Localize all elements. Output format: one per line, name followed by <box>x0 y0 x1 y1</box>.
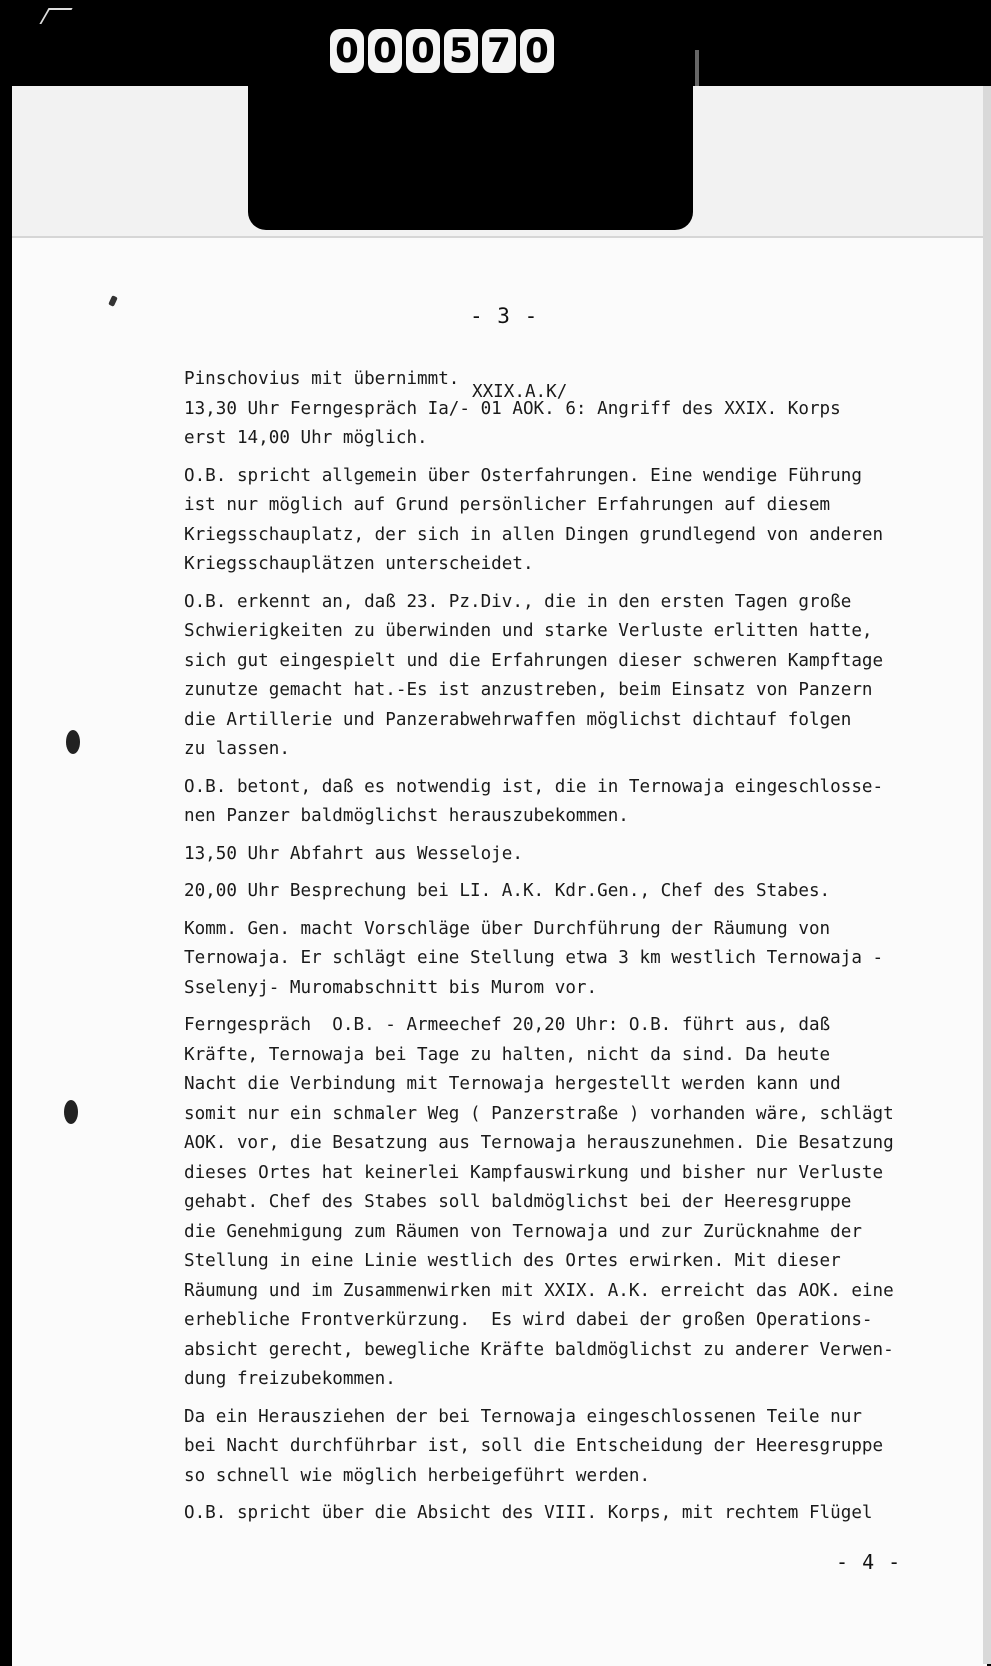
counter-digit: 0 <box>330 29 364 73</box>
text-line: Ferngespräch O.B. - Armeechef 20,20 Uhr: O.B. führt aus, daß <box>184 1015 831 1035</box>
text-line: absicht gerecht, bewegliche Kräfte baldmöglichst zu anderer Verwen- <box>184 1339 894 1360</box>
text-line: O.B. spricht über die Absicht des VIII. Korps, mit rechtem Flügel <box>184 1503 873 1523</box>
text-line: somit nur ein schmaler Weg ( Panzerstraße ) vorhanden wäre, schlägt <box>184 1103 894 1124</box>
punch-hole <box>66 730 80 754</box>
counter-digit: 5 <box>444 29 478 73</box>
text-line: Räumung und im Zusammenwirken mit XXIX. A.K. erreicht das AOK. eine <box>184 1280 894 1301</box>
text-line: 20,00 Uhr Besprechung bei LI. A.K. Kdr.Gen., Chef des Stabes. <box>184 881 831 901</box>
handwritten-correction: XXIX.A.K/ <box>472 382 568 402</box>
text-line: 13,50 Uhr Abfahrt aus Wesseloje. <box>184 843 523 864</box>
counter-digit: 0 <box>520 29 554 73</box>
counter-digit: 7 <box>482 29 516 73</box>
paragraph-gap <box>184 832 984 840</box>
text-line: zu lassen. <box>184 739 290 759</box>
text-line: Sselenyj- Muromabschnitt bis Murom vor. <box>184 977 598 998</box>
text-line: die Artillerie und Panzerabwehrwaffen möglichst dichtauf folgen <box>184 709 852 730</box>
paragraph-gap <box>184 1491 984 1499</box>
text-line: zunutze gemacht hat.-Es ist anzustreben, beim Einsatz von Panzern <box>184 680 873 700</box>
text-line: nen Panzer baldmöglichst herauszubekommen. <box>184 806 629 826</box>
text-line: Nacht die Verbindung mit Ternowaja hergestellt werden kann und <box>184 1074 841 1094</box>
text-line: Ternowaja. Er schlägt eine Stellung etwa 3 km westlich Ternowaja - <box>184 948 884 968</box>
page-number: - 3 - <box>470 304 539 328</box>
text-line: Stellung in eine Linie westlich des Ortes erwirken. Mit dieser <box>184 1251 841 1271</box>
text-line: sich gut eingespielt und die Erfahrungen dieser schweren Kampftage <box>184 650 884 671</box>
text-line: dung freizubekommen. <box>184 1369 396 1389</box>
text-line: O.B. erkennt an, daß 23. Pz.Div., die in den ersten Tagen große <box>184 591 852 612</box>
paragraph-gap <box>184 1395 984 1403</box>
text-line: so schnell wie möglich herbeigeführt werden. <box>184 1465 651 1486</box>
clip-stub <box>462 214 480 222</box>
counter-digit: 0 <box>368 29 402 73</box>
counter-digit: 0 <box>406 29 440 73</box>
binder-clip <box>248 80 693 230</box>
text-line: 13,30 Uhr Ferngespräch Ia/- 01 AOK. 6: Angriff des XXIX. Korps <box>184 398 841 419</box>
text-line: O.B. betont, daß es notwendig ist, die in Ternowaja eingeschlosse- <box>184 776 884 797</box>
text-line: erhebliche Frontverkürzung. Es wird dabei der großen Operations- <box>184 1310 873 1330</box>
next-page-marker: - 4 - <box>836 1550 902 1574</box>
text-line: Pinschovius mit übernimmt. <box>184 369 460 389</box>
page-edge <box>983 86 991 1664</box>
paragraph-gap <box>184 765 984 773</box>
text-line: Da ein Herausziehen der bei Ternowaja eingeschlossenen Teile nur <box>184 1406 862 1427</box>
text-line: erst 14,00 Uhr möglich. <box>184 428 428 448</box>
text-line: die Genehmigung zum Räumen von Ternowaja und zur Zurücknahme der <box>184 1221 862 1242</box>
text-line: O.B. spricht allgemein über Osterfahrungen. Eine wendige Führung <box>184 465 862 486</box>
text-line: Kriegsschauplatz, der sich in allen Dingen grundlegend von anderen <box>184 524 884 545</box>
paragraph-gap <box>184 869 984 877</box>
frame-counter <box>330 28 554 74</box>
text-line: Schwierigkeiten zu überwinden und starke Verluste erlitten hatte, <box>184 621 873 641</box>
text-line: gehabt. Chef des Stabes soll baldmöglichst bei der Heeresgruppe <box>184 1192 852 1212</box>
paragraph-gap <box>184 580 984 588</box>
paragraph-gap <box>184 907 984 915</box>
text-line: ist nur möglich auf Grund persönlicher Erfahrungen auf diesem <box>184 495 831 515</box>
text-line: dieses Ortes hat keinerlei Kampfauswirkung und bisher nur Verluste <box>184 1162 884 1183</box>
paragraph-gap <box>184 1003 984 1011</box>
paragraph-gap <box>184 454 984 462</box>
text-line: AOK. vor, die Besatzung aus Ternowaja herauszunehmen. Die Besatzung <box>184 1133 894 1153</box>
punch-hole <box>64 1100 78 1124</box>
text-line: bei Nacht durchführbar ist, soll die Entscheidung der Heeresgruppe <box>184 1436 884 1456</box>
text-line: Komm. Gen. macht Vorschläge über Durchführung der Räumung von <box>184 918 831 939</box>
text-line: Kräfte, Ternowaja bei Tage zu halten, nicht da sind. Da heute <box>184 1044 831 1065</box>
text-line: Kriegsschauplätzen unterscheidet. <box>184 554 534 574</box>
body-text <box>184 365 984 1529</box>
